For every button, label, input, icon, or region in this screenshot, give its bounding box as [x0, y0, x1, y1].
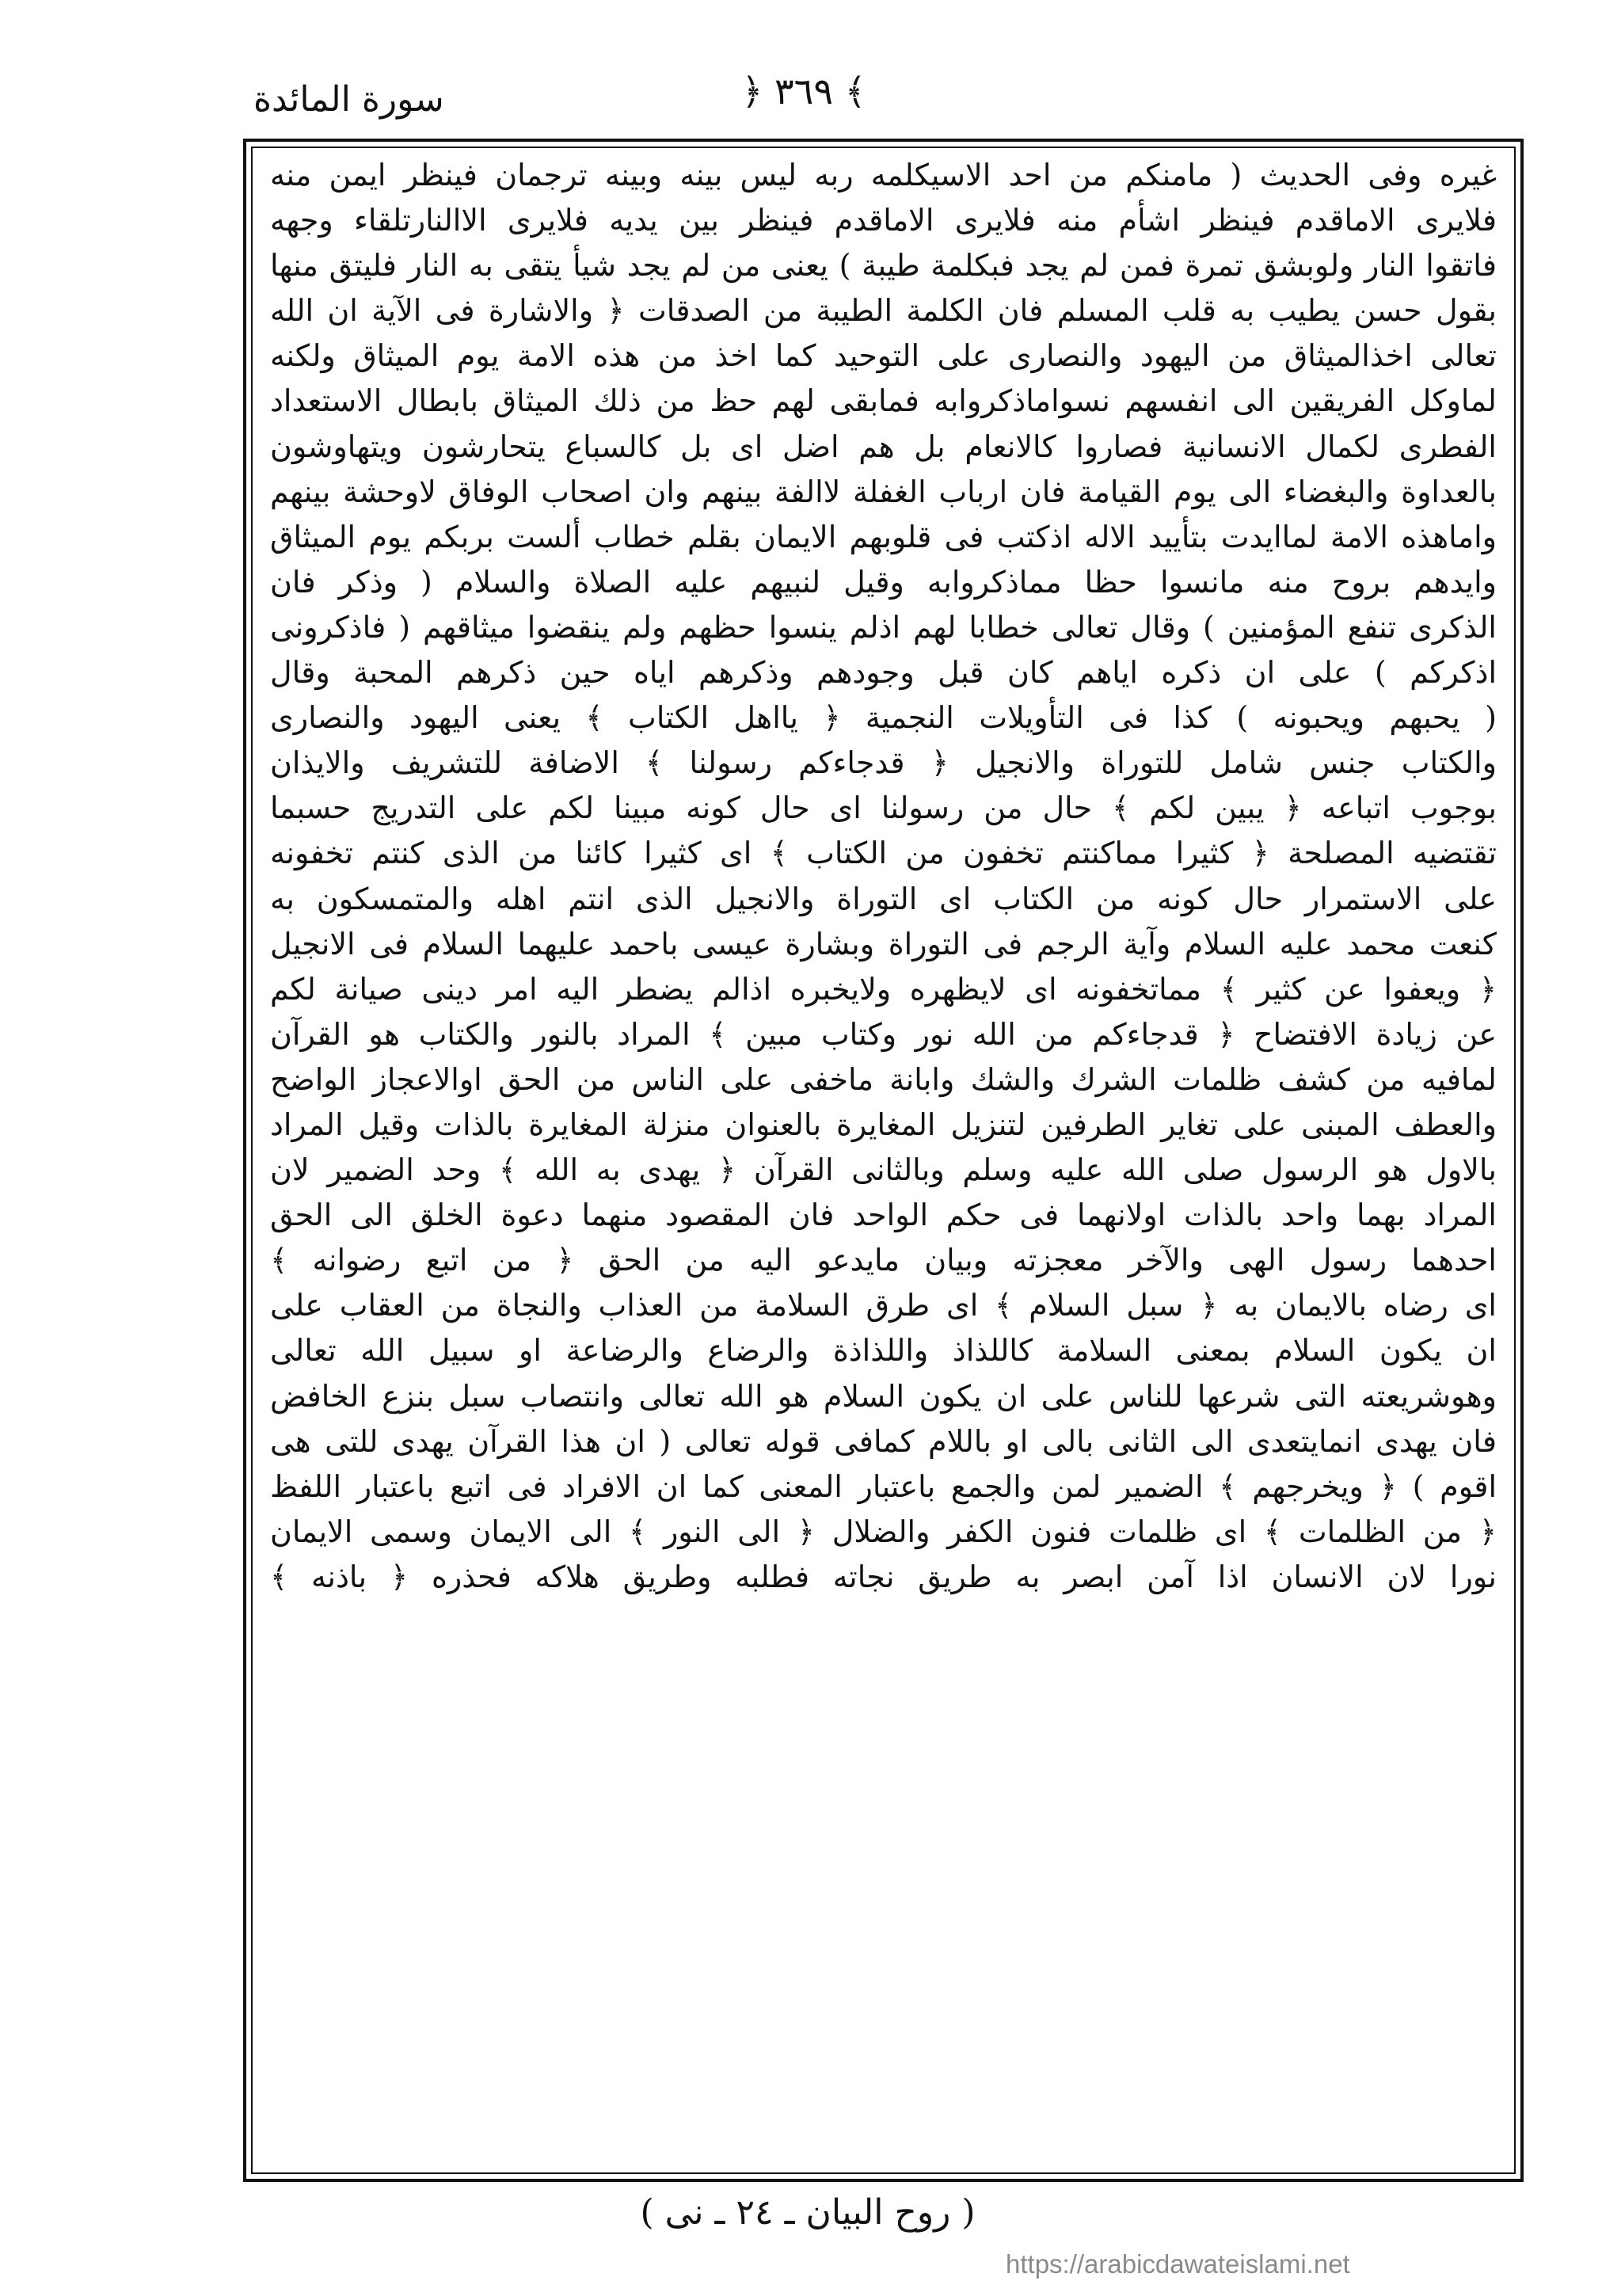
- text-line: ( يحبهم ويحبونه ) كذا فى التأويلات النجمية ﴿ يااهل الكتاب ﴾ يعنى اليهود والنصارى: [270, 700, 1497, 736]
- text-line: نورا لان الانسان اذا آمن ابصر به طريق نجاته فطلبه وطريق هلاكه فحذره ﴿ باذنه ﴾: [270, 1559, 1497, 1594]
- text-line: ﴿ من الظلمات ﴾ اى ظلمات فنون الكفر والضلال ﴿ الى النور ﴾ الى الايمان وسمى الايمان: [270, 1514, 1497, 1549]
- text-line: على الاستمرار حال كونه من الكتاب اى التوراة والانجيل الذى انتم اهله والمتمسكون به: [270, 881, 1497, 916]
- text-line: والعطف المبنى على تغاير الطرفين لتنزيل المغايرة بالعنوان منزلة المغايرة بالذات وقيل المراد: [270, 1106, 1497, 1142]
- text-line: اذكركم ) على ان ذكره اياهم كان قبل وجودهم وذكرهم اياه حين ذكرهم المحبة وقال: [270, 655, 1497, 691]
- surah-title: سورة المائدة: [253, 79, 444, 120]
- text-line: كنعت محمد عليه السلام وآية الرجم فى التوراة وبشارة عيسى باحمد عليهما السلام فى الانجيل: [270, 926, 1497, 961]
- text-line: بالعداوة والبغضاء الى يوم القيامة فان ارباب الغفلة لاالفة بينهم وان اصحاب الوفاق لاوحشة بينهم: [270, 474, 1497, 509]
- text-line: غيره وفى الحديث ( مامنكم من احد الاسيكلمه ربه ليس بينه وبينه ترجمان فينظر ايمن منه: [270, 158, 1497, 192]
- text-line: لمافيه من كشف ظلمات الشرك والشك وابانة ماخفى على الناس من الحق اوالاعجاز الواضح: [270, 1061, 1497, 1097]
- text-line: بوجوب اتباعه ﴿ يبين لكم ﴾ حال من رسولنا اى حال كونه مبينا لكم على التدريج حسبما: [270, 790, 1497, 826]
- page-header: [0, 63, 1602, 135]
- text-line: لماوكل الفريقين الى انفسهم نسواماذكروابه فمابقى لهم حظ من ذلك الميثاق بابطال الاستعداد: [270, 383, 1497, 419]
- text-line: واماهذه الامة لماايدت بتأييد الاله اذكتب فى قلوبهم الايمان بقلم خطاب ألست بربكم يوم الميثاق: [270, 519, 1497, 554]
- text-line: بقول حسن يطيب به قلب المسلم فان الكلمة الطيبة من الصدقات ﴿ والاشارة فى الآية ان الله: [270, 293, 1497, 329]
- source-watermark: https://arabicdawateislami.net: [1006, 2249, 1350, 2279]
- text-line: فان يهدى انمايتعدى الى الثانى بالى او باللام كمافى قوله تعالى ( ان هذا القرآن يهدى للتى هى: [270, 1423, 1497, 1459]
- text-line: اى رضاه بالايمان به ﴿ سبل السلام ﴾ اى طرق السلامة من العذاب والنجاة من العقاب على: [270, 1288, 1497, 1323]
- page-number: ﴿ ٣٦٩ ﴾: [741, 70, 866, 112]
- text-line: فلايرى الاماقدم فينظر اشأم منه فلايرى الاماقدم فينظر بين يديه فلايرى الاالنارتلقاء وجهه: [270, 203, 1497, 238]
- text-line: تعالى اخذالميثاق من اليهود والنصارى على التوحيد كما اخذ من هذه الامة يوم الميثاق ولكنه: [270, 338, 1497, 374]
- text-line: بالاول هو الرسول صلى الله عليه وسلم وبالثانى القرآن ﴿ يهدى به الله ﴾ وحد الضمير لان: [270, 1152, 1497, 1188]
- text-line: اقوم ) ﴿ ويخرجهم ﴾ الضمير لمن والجمع باعتبار المعنى كما ان الافراد فى اتبع باعتبار اللفظ: [270, 1468, 1497, 1504]
- text-line: والكتاب جنس شامل للتوراة والانجيل ﴿ قدجاءكم رسولنا ﴾ الاضافة للتشريف والايذان: [270, 745, 1497, 781]
- text-line: احدهما رسول الهى والآخر معجزته وبيان مايدعو اليه من الحق ﴿ من اتبع رضوانه ﴾: [270, 1243, 1497, 1278]
- text-line: وايدهم بروح منه مانسوا حظا مماذكروابه وقيل لنبيهم عليه الصلاة والسلام ( وذكر فان: [270, 564, 1497, 600]
- text-line: عن زيادة الافتضاح ﴿ قدجاءكم من الله نور وكتاب مبين ﴾ المراد بالنور والكتاب هو القرآن: [270, 1016, 1497, 1052]
- text-line: الفطرى لكمال الانسانية فصاروا كالانعام بل هم اضل اى بل كالسباع يتحارشون ويتهاوشون: [270, 428, 1497, 464]
- footer-signature: ( روح البيان ـ ٢٤ ـ نى ): [640, 2192, 976, 2233]
- text-line: المراد بهما واحد بالذات اولانهما فى حكم الواحد فان المقصود منهما دعوة الخلق الى الحق: [270, 1197, 1497, 1233]
- text-line: فاتقوا النار ولوبشق تمرة فمن لم يجد فبكلمة طيبة ) يعنى من لم يجد شيأ يتقى به النار فليتق منها: [270, 248, 1497, 284]
- text-line: وهوشريعته التى شرعها للناس على ان يكون السلام هو الله تعالى وانتصاب سبل بنزع الخافض: [270, 1378, 1497, 1414]
- text-frame: [243, 139, 1524, 2182]
- text-line: ان يكون السلام بمعنى السلامة كاللذاذ واللذاذة والرضاع والرضاعة او سبيل الله تعالى: [270, 1333, 1497, 1369]
- text-line: الذكرى تنفع المؤمنين ) وقال تعالى خطابا لهم اذلم ينسوا حظهم ولم ينقضوا ميثاقهم ( فاذكرونى: [270, 609, 1497, 645]
- text-line: ﴿ ويعفوا عن كثير ﴾ مماتخفونه اى لايظهره ولايخبره اذالم يضطر اليه امر دينى صيانة لكم: [270, 971, 1497, 1007]
- text-line: تقتضيه المصلحة ﴿ كثيرا مماكنتم تخفون من الكتاب ﴾ اى كثيرا كائنا من الذى كنتم تخفونه: [270, 836, 1497, 871]
- body-text: [270, 153, 1497, 2171]
